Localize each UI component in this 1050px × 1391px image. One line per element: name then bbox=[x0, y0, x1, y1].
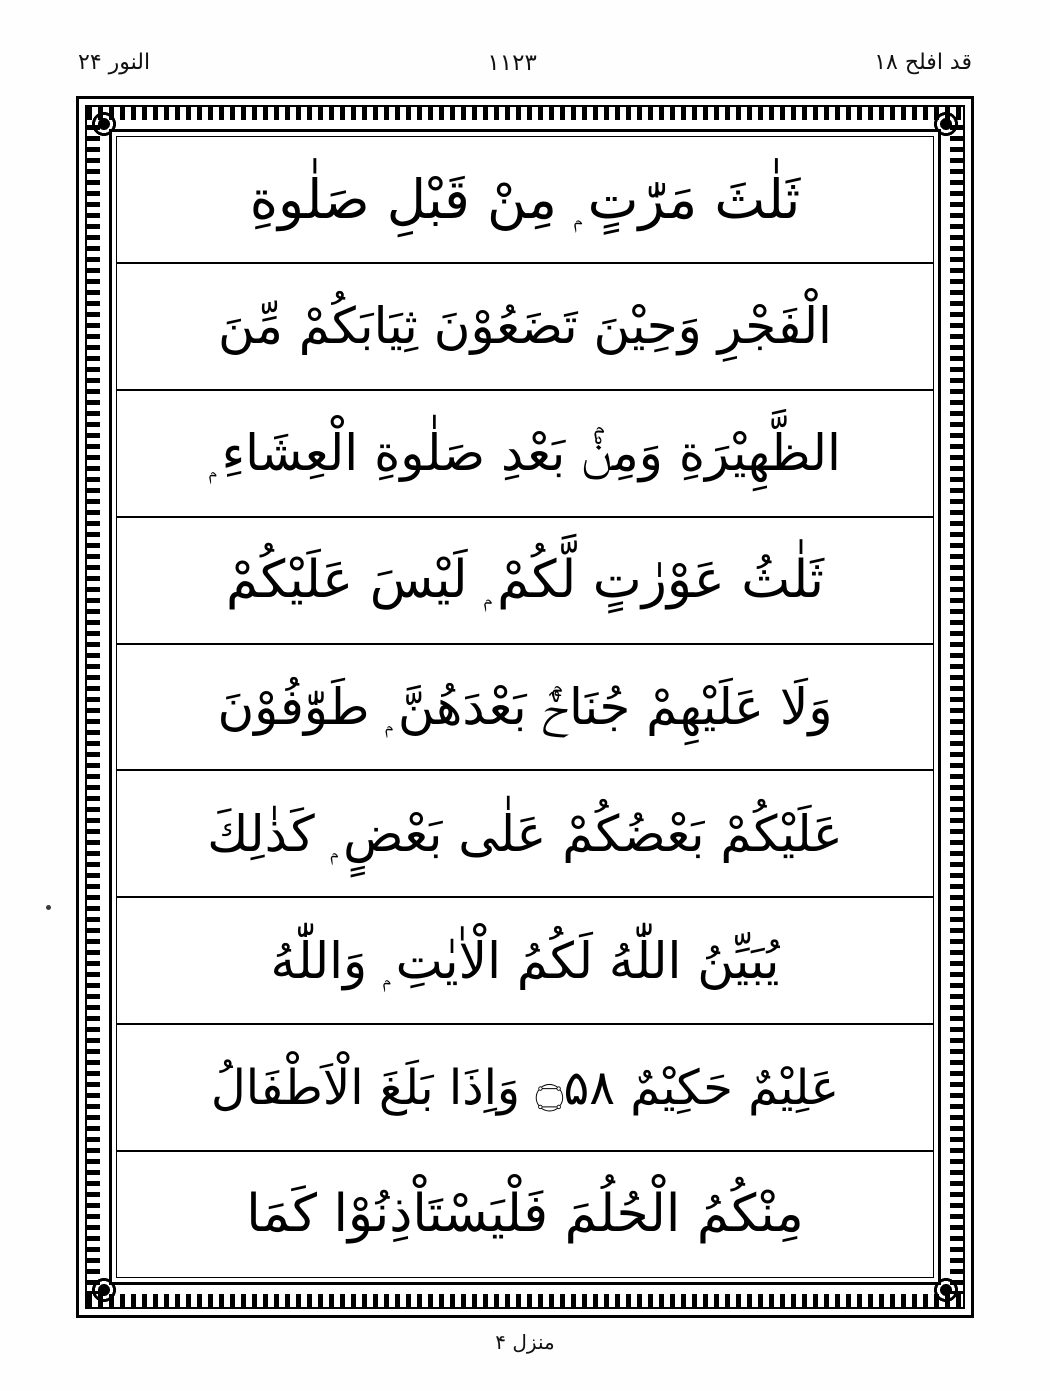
quran-text-area bbox=[117, 137, 933, 1277]
page-border-outer bbox=[76, 96, 974, 1318]
quran-line-text: الْفَجْرِ وَحِيْنَ تَضَعُوْنَ ثِيَابَكُمْ مِّنَ bbox=[218, 297, 832, 356]
page-border-inner bbox=[109, 129, 941, 1285]
quran-line bbox=[117, 137, 933, 264]
juz-label: قد افلح ۱۸ bbox=[874, 50, 972, 75]
quran-line-text: ثَلٰثَ مَرّٰتٍ ۭ مِنْ قَبْلِ صَلٰوةِ bbox=[249, 167, 801, 231]
quran-line bbox=[117, 645, 933, 772]
page-header bbox=[78, 52, 972, 92]
page-border-inner-hairline bbox=[116, 136, 934, 1278]
quran-line bbox=[117, 898, 933, 1025]
surah-label: النور ۲۴ bbox=[78, 50, 151, 75]
page-border-pattern bbox=[85, 105, 965, 1309]
manzil-label: منزل ۴ bbox=[495, 1330, 555, 1354]
quran-line-text: ثَلٰثُ عَوْرٰتٍ لَّكُمْ ۭ لَيْسَ عَلَيْكُمْ bbox=[225, 549, 825, 610]
page-footer bbox=[0, 1330, 1050, 1354]
quran-line-text: الظَّهِيْرَةِ وَمِنْۢ بَعْدِ صَلٰوةِ الْعِشَاءِ ۭ bbox=[209, 423, 841, 482]
quran-line bbox=[117, 771, 933, 898]
page-number: ۱۱۲۳ bbox=[487, 50, 537, 76]
quran-line bbox=[117, 391, 933, 518]
quran-line bbox=[117, 518, 933, 645]
quran-line-text: مِنْكُمُ الْحُلُمَ فَلْيَسْتَاْذِنُوْا كَمَا bbox=[246, 1184, 804, 1245]
quran-line bbox=[117, 1025, 933, 1152]
quran-line bbox=[117, 264, 933, 391]
quran-line-text: وَلَا عَلَيْهِمْ جُنَاحٌۢ بَعْدَهُنَّ ۭ طَوّٰفُوْنَ bbox=[217, 677, 833, 736]
quran-line-text: عَلِيْمٌ حَكِيْمٌ ۝۵۸ وَاِذَا بَلَغَ الْاَطْفَالُ bbox=[210, 1059, 840, 1116]
scan-artifact bbox=[46, 905, 51, 910]
quran-line bbox=[117, 1152, 933, 1277]
quran-line-text: عَلَيْكُمْ بَعْضُكُمْ عَلٰى بَعْضٍ ۭ كَذٰلِكَ bbox=[207, 804, 843, 863]
quran-line-text: يُبَيِّنُ اللّٰهُ لَكُمُ الْاٰيٰتِ ۭ وَاللّٰهُ bbox=[270, 931, 780, 990]
